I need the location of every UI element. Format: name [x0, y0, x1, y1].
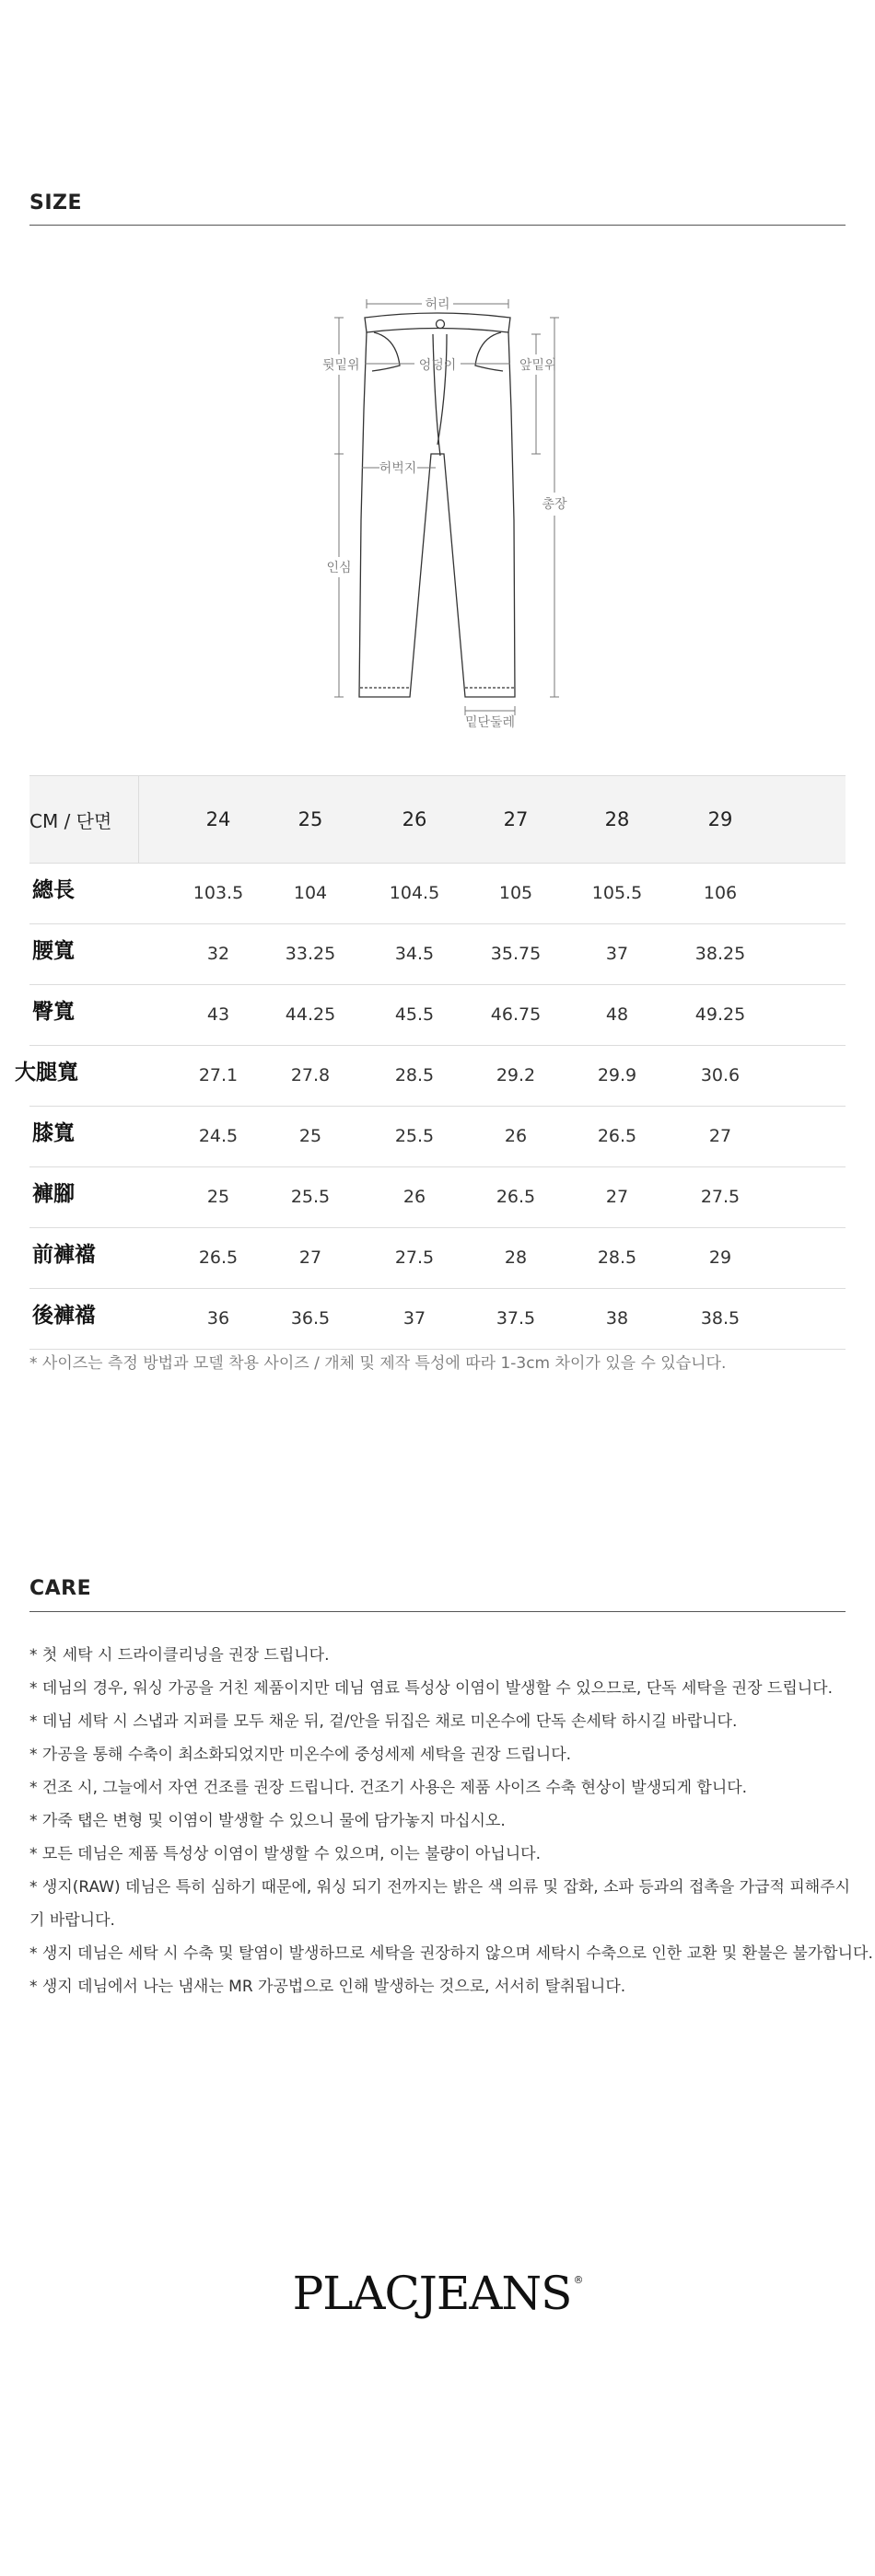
label-inseam: 인심 — [326, 561, 352, 575]
table-cell: 27.1 — [198, 1065, 239, 1085]
table-cell: 37.5 — [496, 1308, 536, 1329]
table-cell: 28.5 — [394, 1065, 435, 1085]
size-col-header: 28 — [604, 808, 630, 830]
size-col-header: 26 — [402, 808, 427, 830]
row-label: 臀寬 — [32, 999, 75, 1024]
table-cell: 104 — [293, 883, 328, 903]
table-cell: 30.6 — [700, 1065, 741, 1085]
table-cell: 25.5 — [394, 1126, 435, 1146]
table-cell: 25.5 — [290, 1187, 331, 1207]
row-label: 褲腳 — [32, 1181, 75, 1206]
table-cell: 29 — [708, 1247, 732, 1268]
label-total-length: 총장 — [542, 497, 567, 512]
care-item: * 가공을 통해 수축이 최소화되었지만 미온수에 중성세제 세탁을 권장 드립니다. — [29, 1746, 572, 1764]
table-row — [29, 1107, 846, 1167]
care-item: * 생지(RAW) 데님은 특히 심하기 때문에, 워싱 되기 전까지는 밝은 색 의류 및 잡화, 소파 등과의 접촉을 가급적 피해주시기 바랍니다. — [29, 1878, 851, 1930]
table-cell: 44.25 — [285, 1004, 336, 1025]
corner-label: CM / 단면 — [29, 776, 139, 863]
size-col-header: 24 — [205, 808, 231, 830]
table-cell: 38.5 — [700, 1308, 741, 1329]
table-cell: 104.5 — [389, 883, 440, 903]
table-cell: 27 — [298, 1247, 322, 1268]
table-cell: 26.5 — [198, 1247, 239, 1268]
table-cell: 105 — [498, 883, 533, 903]
table-cell: 26.5 — [496, 1187, 536, 1207]
size-col-header: 29 — [707, 808, 733, 830]
table-cell: 26 — [402, 1187, 426, 1207]
table-cell: 46.75 — [490, 1004, 542, 1025]
label-front-rise: 앞밑위 — [519, 358, 557, 373]
table-cell: 27 — [708, 1126, 732, 1146]
table-cell: 28.5 — [597, 1247, 637, 1268]
table-cell: 103.5 — [192, 883, 244, 903]
jeans-measurement-diagram — [304, 290, 571, 732]
size-note: * 사이즈는 측정 방법과 모델 착용 사이즈 / 개체 및 제작 특성에 따라 1-3cm 차이가 있을 수 있습니다. — [29, 1354, 727, 1373]
table-cell: 34.5 — [394, 944, 435, 964]
brand-logo — [0, 2267, 875, 2320]
table-cell: 35.75 — [490, 944, 542, 964]
brand-logo-text: PLACJEANS — [292, 2267, 572, 2320]
size-section-title: SIZE — [29, 191, 83, 215]
row-label: 後褲襠 — [32, 1303, 96, 1328]
table-cell: 38.25 — [694, 944, 746, 964]
table-cell: 25 — [206, 1187, 230, 1207]
table-row — [29, 924, 846, 985]
label-hip: 엉덩이 — [418, 358, 457, 373]
table-cell: 25 — [298, 1126, 322, 1146]
table-cell: 32 — [206, 944, 230, 964]
table-cell: 36 — [206, 1308, 230, 1329]
table-cell: 49.25 — [694, 1004, 746, 1025]
table-cell: 24.5 — [198, 1126, 239, 1146]
size-table-header — [29, 775, 846, 864]
table-cell: 43 — [206, 1004, 230, 1025]
table-cell: 28 — [504, 1247, 528, 1268]
table-cell: 37 — [402, 1308, 426, 1329]
care-item: * 건조 시, 그늘에서 자연 건조를 권장 드립니다. 건조기 사용은 제품 사이즈 수축 현상이 발생되게 합니다. — [29, 1779, 748, 1797]
row-label: 大腿寬 — [15, 1060, 78, 1085]
table-cell: 29.9 — [597, 1065, 637, 1085]
size-col-header: 27 — [503, 808, 529, 830]
row-label: 前褲襠 — [32, 1242, 96, 1267]
care-section-title: CARE — [29, 1577, 92, 1600]
table-cell: 37 — [605, 944, 629, 964]
table-cell: 27.5 — [394, 1247, 435, 1268]
table-row — [29, 864, 846, 924]
table-row — [29, 985, 846, 1046]
table-cell: 36.5 — [290, 1308, 331, 1329]
table-cell: 27.8 — [290, 1065, 331, 1085]
table-cell: 106 — [703, 883, 738, 903]
table-cell: 33.25 — [285, 944, 336, 964]
care-instructions — [29, 1639, 873, 2003]
label-hem: 밑단둘레 — [464, 715, 516, 730]
table-cell: 29.2 — [496, 1065, 536, 1085]
care-item: * 모든 데님은 제품 특성상 이염이 발생할 수 있으며, 이는 불량이 아닙니다. — [29, 1845, 541, 1863]
size-col-header: 25 — [298, 808, 323, 830]
table-row — [29, 1289, 846, 1350]
table-cell: 26.5 — [597, 1126, 637, 1146]
table-cell: 105.5 — [591, 883, 643, 903]
table-cell: 48 — [605, 1004, 629, 1025]
care-item: * 가죽 탭은 변형 및 이염이 발생할 수 있으니 물에 담가놓지 마십시오. — [29, 1812, 506, 1830]
table-cell: 45.5 — [394, 1004, 435, 1025]
size-divider — [29, 225, 846, 226]
care-item: * 첫 세탁 시 드라이클리닝을 권장 드립니다. — [29, 1646, 330, 1665]
table-cell: 27.5 — [700, 1187, 741, 1207]
care-item: * 생지 데님은 세탁 시 수축 및 탈염이 발생하므로 세탁을 권장하지 않으며 세탁시 수축으로 인한 교환 및 환불은 불가합니다. — [29, 1944, 873, 1963]
table-cell: 38 — [605, 1308, 629, 1329]
table-row — [29, 1167, 846, 1228]
row-label: 總長 — [32, 877, 75, 902]
table-row — [15, 1046, 846, 1107]
care-divider — [29, 1611, 846, 1612]
label-back-rise: 뒷밑위 — [322, 358, 360, 373]
table-row — [29, 1228, 846, 1289]
trademark-symbol: ® — [573, 2274, 583, 2286]
size-table — [15, 775, 846, 1350]
row-label: 腰寬 — [32, 938, 75, 963]
label-thigh: 허벅지 — [379, 461, 417, 476]
table-cell: 26 — [504, 1126, 528, 1146]
row-label: 膝寬 — [32, 1120, 75, 1145]
care-item: * 데님 세탁 시 스냅과 지퍼를 모두 채운 뒤, 겉/안을 뒤집은 채로 미온수에 단독 손세탁 하시길 바랍니다. — [29, 1712, 738, 1731]
care-item: * 생지 데님에서 나는 냄새는 MR 가공법으로 인해 발생하는 것으로, 서서히 탈취됩니다. — [29, 1978, 626, 1996]
label-waist: 허리 — [425, 297, 450, 312]
table-cell: 27 — [605, 1187, 629, 1207]
care-item: * 데님의 경우, 워싱 가공을 거친 제품이지만 데님 염료 특성상 이염이 발생할 수 있으므로, 단독 세탁을 권장 드립니다. — [29, 1679, 833, 1698]
